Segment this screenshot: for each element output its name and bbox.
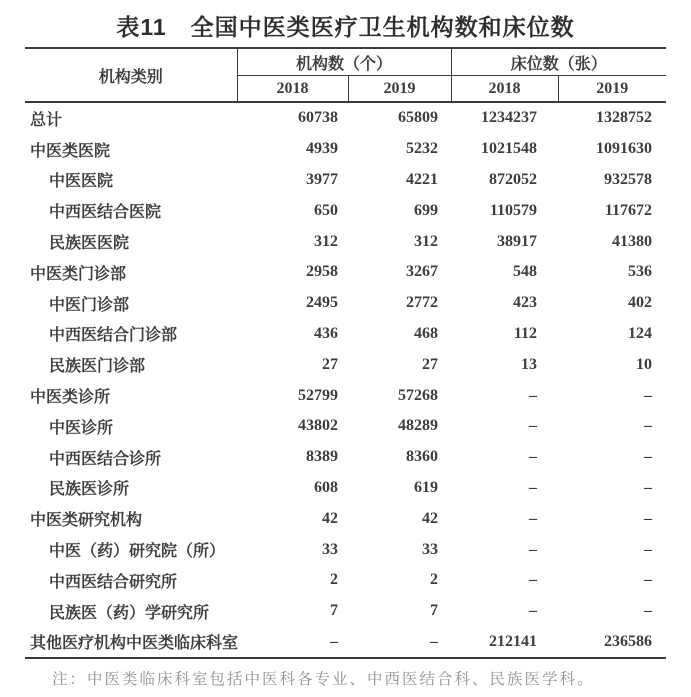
cell-institutions-2019: 3267 (406, 263, 439, 281)
cell-beds-2018: – (529, 602, 538, 620)
cell-beds-2018: 110579 (489, 201, 538, 219)
cell-beds-2019: 236586 (604, 632, 653, 650)
cell-institutions-2019: 4221 (406, 170, 439, 188)
table-row (25, 442, 666, 473)
cell-beds-2019: 10 (636, 355, 653, 373)
table-row (25, 627, 666, 659)
cell-beds-2019: 41380 (612, 232, 653, 250)
row-label: 民族医医院 (49, 235, 130, 253)
table-row (25, 596, 666, 627)
row-label: 中西医结合诊所 (49, 450, 162, 468)
row-label: 民族医门诊部 (49, 358, 146, 376)
table-row (25, 349, 666, 380)
cell-beds-2018: 38917 (497, 232, 538, 250)
cell-beds-2019: 536 (628, 263, 653, 281)
cell-institutions-2019: 619 (414, 478, 439, 496)
cell-beds-2019: – (644, 509, 653, 527)
cell-beds-2018: – (529, 478, 538, 496)
table-row (25, 195, 666, 226)
cell-institutions-2018: 608 (314, 478, 338, 496)
cell-institutions-2019: 2 (430, 571, 439, 589)
cell-institutions-2018: 27 (322, 355, 338, 373)
cell-institutions-2018: 42 (322, 509, 338, 527)
row-label: 中西医结合医院 (49, 204, 162, 222)
cell-beds-2018: – (529, 540, 538, 558)
cell-institutions-2019: 312 (414, 232, 439, 250)
header-category: 机构类别 (25, 48, 237, 102)
cell-institutions-2018: 2 (330, 571, 338, 589)
table-row (25, 565, 666, 596)
cell-beds-2018: – (529, 386, 538, 404)
cell-beds-2018: – (529, 571, 538, 589)
row-label: 中西医结合研究所 (49, 573, 178, 591)
table-row (25, 257, 666, 288)
cell-institutions-2018: 4939 (306, 140, 338, 158)
row-label: 民族医（药）学研究所 (49, 604, 210, 622)
row-label: 中医门诊部 (49, 296, 130, 314)
cell-beds-2018: 212141 (489, 632, 538, 650)
table-row (25, 165, 666, 196)
header-beds-group: 床位数（张） (451, 48, 666, 76)
cell-beds-2019: – (644, 386, 653, 404)
header-year-beds-2018: 2018 (451, 76, 558, 103)
cell-institutions-2018: 7 (330, 602, 338, 620)
cell-beds-2019: 117672 (604, 201, 653, 219)
header-group-row (25, 48, 666, 76)
cell-institutions-2019: – (430, 632, 439, 650)
table-row (25, 380, 666, 411)
header-year-institutions-2019: 2019 (348, 76, 451, 103)
cell-beds-2018: 112 (513, 324, 538, 342)
table-row (25, 473, 666, 504)
cell-institutions-2018: 52799 (298, 386, 338, 404)
cell-beds-2018: 1234237 (481, 109, 538, 127)
cell-institutions-2019: 8360 (406, 448, 439, 466)
table-row (25, 534, 666, 565)
cell-beds-2019: 402 (628, 294, 653, 312)
cell-beds-2018: 872052 (489, 170, 538, 188)
row-label: 民族医诊所 (49, 481, 130, 499)
cell-institutions-2018: 8389 (306, 448, 338, 466)
header-year-institutions-2018: 2018 (237, 76, 348, 103)
cell-beds-2018: 13 (521, 355, 538, 373)
cell-beds-2018: 548 (513, 263, 538, 281)
table-row (25, 102, 666, 134)
row-label: 中西医结合门诊部 (49, 327, 178, 345)
cell-institutions-2019: 699 (414, 201, 439, 219)
cell-institutions-2018: 650 (314, 201, 338, 219)
cell-institutions-2019: 27 (422, 355, 439, 373)
row-label: 中医（药）研究院（所） (49, 543, 226, 561)
cell-institutions-2018: 60738 (298, 109, 338, 127)
statistics-table (25, 47, 666, 659)
table-row (25, 411, 666, 442)
cell-beds-2019: – (644, 448, 653, 466)
table-row (25, 503, 666, 534)
row-label: 中医类研究机构 (30, 512, 143, 530)
cell-beds-2019: 932578 (604, 170, 653, 188)
cell-beds-2019: 124 (628, 324, 653, 342)
header-institutions-group: 机构数（个） (237, 48, 451, 76)
cell-institutions-2019: 468 (414, 324, 439, 342)
cell-institutions-2018: – (330, 632, 338, 650)
row-label: 其他医疗机构中医类临床科室 (30, 635, 239, 653)
cell-institutions-2018: 312 (314, 232, 338, 250)
page-title: 表11 全国中医类医疗卫生机构数和床位数 (116, 14, 575, 40)
cell-institutions-2018: 436 (314, 324, 338, 342)
cell-institutions-2019: 7 (430, 602, 439, 620)
cell-institutions-2019: 5232 (406, 140, 439, 158)
cell-beds-2019: – (644, 602, 653, 620)
cell-institutions-2018: 43802 (298, 417, 338, 435)
cell-beds-2018: 1021548 (481, 140, 538, 158)
cell-institutions-2019: 57268 (398, 386, 439, 404)
cell-institutions-2019: 2772 (406, 294, 439, 312)
table-row (25, 134, 666, 165)
table-row (25, 319, 666, 350)
cell-institutions-2018: 2958 (306, 263, 338, 281)
cell-beds-2019: 1091630 (596, 140, 653, 158)
cell-beds-2019: – (644, 417, 653, 435)
cell-beds-2018: – (529, 509, 538, 527)
row-label: 中医类医院 (30, 142, 111, 160)
cell-beds-2019: – (644, 540, 653, 558)
row-label: 中医诊所 (49, 419, 114, 437)
cell-institutions-2019: 65809 (398, 109, 439, 127)
table-row (25, 288, 666, 319)
cell-institutions-2018: 33 (322, 540, 338, 558)
cell-beds-2019: – (644, 571, 653, 589)
cell-institutions-2019: 42 (422, 509, 439, 527)
cell-beds-2019: – (644, 478, 653, 496)
cell-institutions-2019: 48289 (398, 417, 439, 435)
row-label: 总计 (30, 111, 63, 129)
row-label: 中医类诊所 (30, 389, 111, 407)
table-note: 注：中医类临床科室包括中医科各专业、中西医结合科、民族医学科。 (52, 671, 595, 688)
cell-beds-2018: – (529, 448, 538, 466)
cell-beds-2018: – (529, 417, 538, 435)
row-label: 中医医院 (49, 173, 114, 191)
cell-institutions-2018: 3977 (306, 170, 338, 188)
cell-beds-2019: 1328752 (596, 109, 653, 127)
table-body (25, 102, 666, 658)
row-label: 中医类门诊部 (30, 265, 127, 283)
cell-beds-2018: 423 (513, 294, 538, 312)
cell-institutions-2019: 33 (422, 540, 439, 558)
cell-institutions-2018: 2495 (306, 294, 338, 312)
header-year-beds-2019: 2019 (558, 76, 666, 103)
table-row (25, 226, 666, 257)
table-header (25, 48, 666, 102)
